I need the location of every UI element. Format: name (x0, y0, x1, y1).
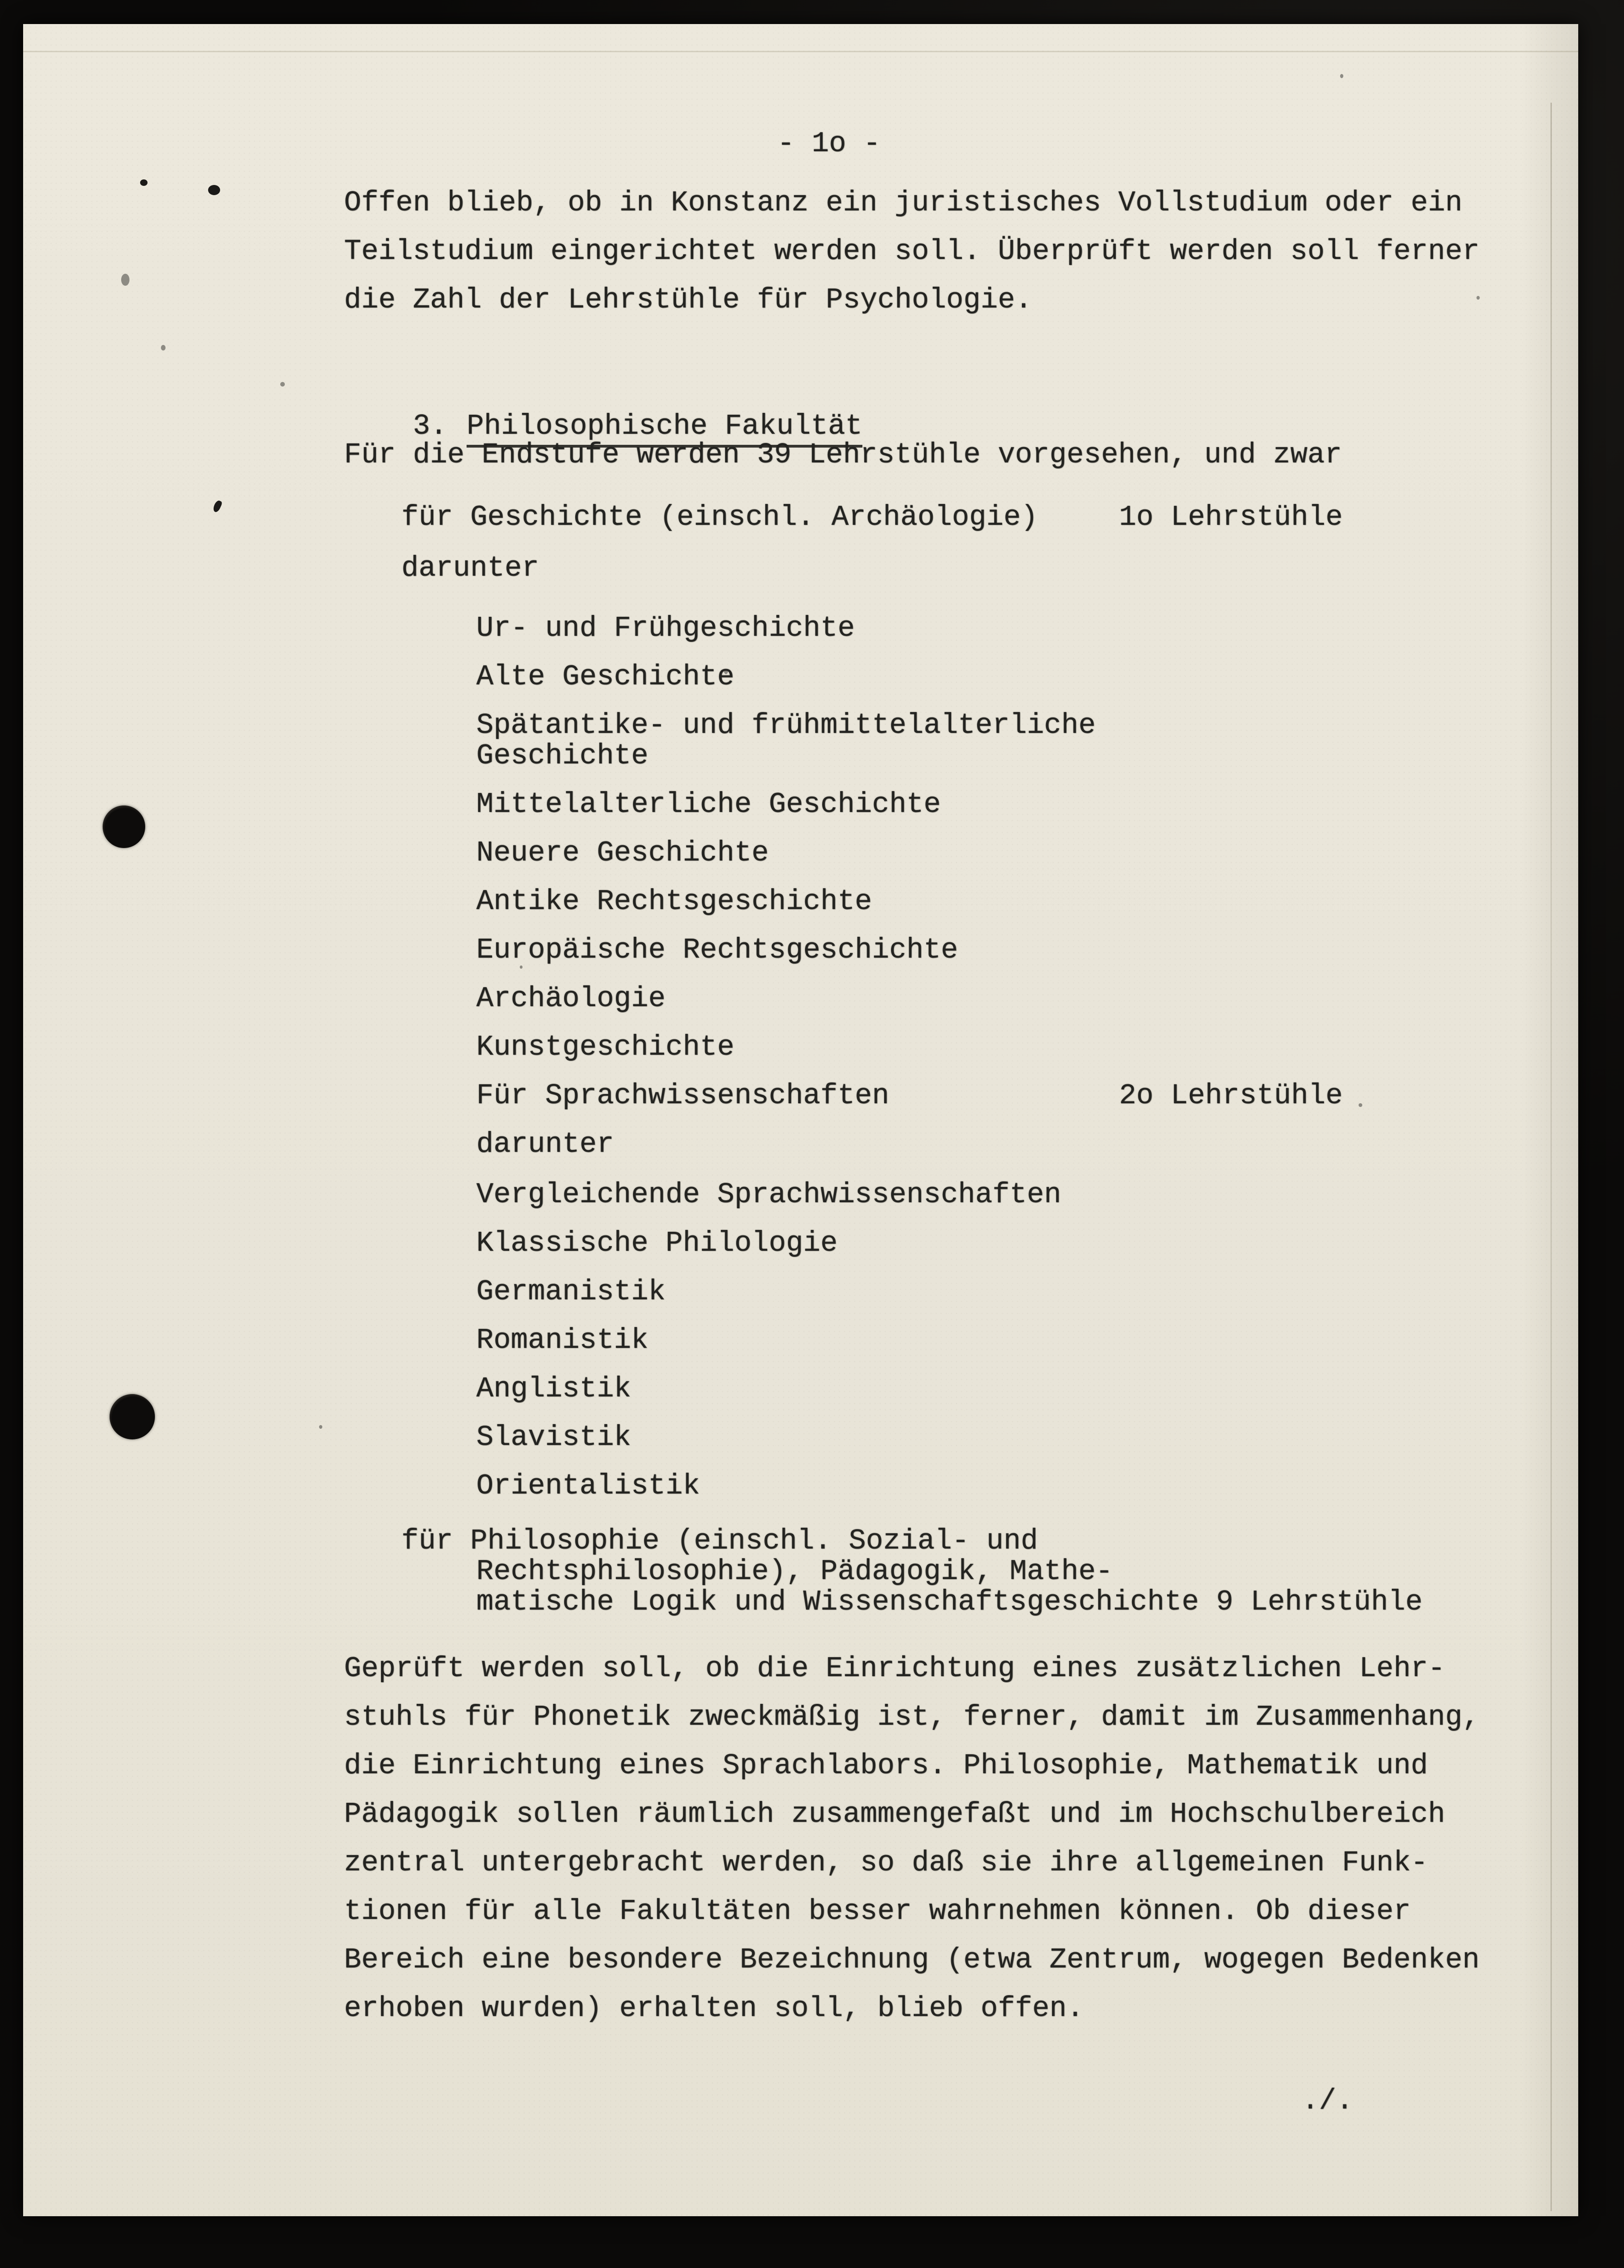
list-item: Kunstgeschichte (476, 1031, 735, 1063)
ink-speck (208, 185, 220, 195)
closing-line: zentral untergebracht werden, so daß sie ihre allgemeinen Funk- (344, 1846, 1428, 1879)
list-item-continuation: Geschichte (476, 739, 649, 772)
list-item: Mittelalterliche Geschichte (476, 788, 941, 821)
section-number: 3. (412, 410, 448, 443)
sprachen-count: 2o Lehrstühle (1119, 1079, 1343, 1112)
list-item: Archäologie (476, 982, 666, 1015)
list-item: Antike Rechtsgeschichte (476, 885, 872, 918)
list-item: Europäische Rechtsgeschichte (476, 934, 958, 966)
list-item: Ur- und Frühgeschichte (476, 612, 855, 645)
darunter-label: darunter (476, 1128, 614, 1161)
paper-crease (1550, 103, 1552, 2211)
darunter-label: darunter (401, 552, 539, 584)
paper-page (23, 24, 1578, 2216)
philosophie-line: für Philosophie (einschl. Sozial- und (401, 1524, 1038, 1557)
closing-line: tionen für alle Fakultäten besser wahrnehmen können. Ob dieser (344, 1895, 1411, 1928)
ink-speck (1476, 296, 1480, 300)
closing-line: Bereich eine besondere Bezeichnung (etwa Zentrum, wogegen Bedenken (344, 1943, 1480, 1976)
ink-speck (319, 1425, 322, 1429)
list-item: Romanistik (476, 1324, 649, 1357)
scan-artifact-line (23, 51, 1578, 52)
list-item: Alte Geschichte (476, 660, 735, 693)
geschichte-count: 1o Lehrstühle (1119, 501, 1343, 534)
ink-speck (121, 274, 129, 286)
ink-speck (280, 382, 285, 387)
section-title: Philosophische Fakultät (467, 410, 862, 448)
closing-line: die Einrichtung eines Sprachlabors. Philosophie, Mathematik und (344, 1749, 1428, 1782)
list-item: Orientalistik (476, 1469, 700, 1502)
punch-hole-bottom (110, 1394, 155, 1439)
continuation-mark: ./. (1302, 2084, 1353, 2117)
section-intro-line: Für die Endstufe werden 39 Lehrstühle vorgesehen, und zwar (344, 438, 1342, 471)
closing-line: stuhls für Phonetik zweckmäßig ist, ferner, damit im Zusammenhang, (344, 1701, 1480, 1733)
list-item: Klassische Philologie (476, 1227, 838, 1260)
closing-line: Geprüft werden soll, ob die Einrichtung eines zusätzlichen Lehr- (344, 1652, 1446, 1685)
punch-hole-top (103, 805, 145, 848)
sprachen-label: Für Sprachwissenschaften (476, 1079, 889, 1112)
philosophie-line: Rechtsphilosophie), Pädagogik, Mathe- (476, 1555, 1113, 1588)
list-item: Germanistik (476, 1275, 666, 1308)
philosophie-line: matische Logik und Wissenschaftsgeschichte 9 Lehrstühle (476, 1586, 1423, 1618)
closing-line: Pädagogik sollen räumlich zusammengefaßt und im Hochschulbereich (344, 1798, 1446, 1831)
list-item: Neuere Geschichte (476, 836, 769, 869)
page-number: - 1o - (777, 127, 881, 160)
intro-line: die Zahl der Lehrstühle für Psychologie. (344, 283, 1033, 316)
ink-speck (212, 499, 223, 513)
closing-line: erhoben wurden) erhalten soll, blieb offen. (344, 1992, 1084, 2025)
list-item: Vergleichende Sprachwissenschaften (476, 1178, 1062, 1211)
ink-speck (161, 345, 166, 350)
list-item: Anglistik (476, 1372, 631, 1405)
ink-speck (140, 179, 148, 186)
geschichte-label: für Geschichte (einschl. Archäologie) (401, 501, 1038, 534)
intro-line: Teilstudium eingerichtet werden soll. Überprüft werden soll ferner (344, 235, 1480, 268)
list-item: Slavistik (476, 1421, 631, 1454)
list-item: Spätantike- und frühmittelalterliche (476, 709, 1096, 742)
ink-speck (1340, 74, 1343, 78)
ink-speck (1359, 1103, 1362, 1107)
intro-line: Offen blieb, ob in Konstanz ein juristisches Vollstudium oder ein (344, 186, 1463, 219)
